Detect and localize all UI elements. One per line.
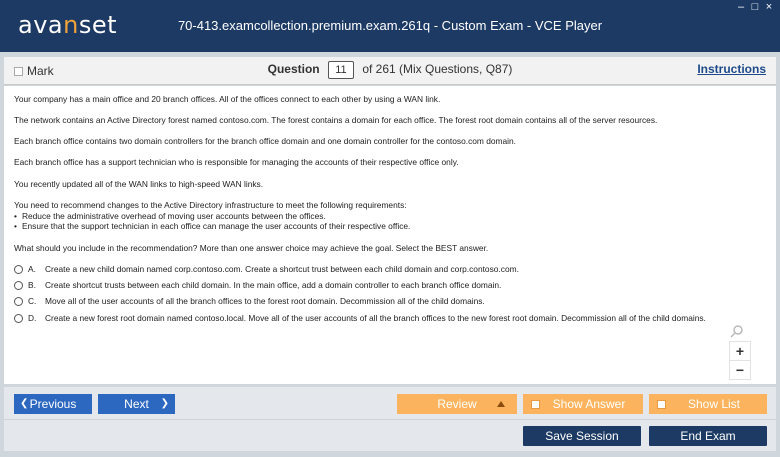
- question-paragraph: You need to recommend changes to the Active Directory infrastructure to meet the following requirements:: [14, 200, 407, 210]
- window-controls: [736, 2, 774, 12]
- answer-option-c[interactable]: [14, 296, 485, 306]
- radio-icon: [14, 314, 23, 323]
- chevron-right-icon: ❯: [160, 398, 169, 409]
- minimize-button[interactable]: –: [737, 1, 745, 13]
- footer-divider: [4, 419, 776, 420]
- requirement-bullet: [14, 221, 410, 231]
- answer-option-a[interactable]: [14, 264, 519, 274]
- review-button[interactable]: [397, 394, 517, 414]
- radio-icon: [14, 281, 23, 290]
- show-answer-button[interactable]: [523, 394, 643, 414]
- answer-letter: A.: [28, 264, 36, 274]
- save-session-button[interactable]: Save Session: [523, 426, 641, 446]
- question-label: Question: [267, 62, 320, 76]
- bullet-glyph: •: [14, 211, 17, 221]
- requirement-bullet: [14, 211, 326, 221]
- bullet-text: Ensure that the support technician in each office can manage the user accounts of their respective office.: [21, 221, 411, 231]
- bullet-glyph: •: [14, 221, 17, 231]
- question-navigator: [4, 61, 776, 79]
- question-header: [4, 57, 776, 85]
- magnifier-icon: [730, 324, 744, 338]
- question-paragraph: Each branch office has a support technician who is responsible for managing the accounts of their respective office only.: [14, 157, 459, 167]
- answer-option-d[interactable]: [14, 313, 706, 323]
- zoom-in-button[interactable]: +: [729, 341, 751, 361]
- show-answer-label: Show Answer: [552, 397, 626, 411]
- answer-text: Create a new forest root domain named contoso.local. Move all of the user accounts of all the branch offices to the new forest root domain. Decommission all of the child domains.: [45, 313, 706, 323]
- question-paragraph: You recently updated all of the WAN links to high-speed WAN links.: [14, 179, 264, 189]
- show-list-label: Show List: [687, 397, 741, 411]
- end-exam-button[interactable]: End Exam: [649, 426, 767, 446]
- question-count: of 261 (Mix Questions, Q87): [362, 62, 513, 76]
- footer-toolbar: [4, 387, 776, 451]
- answer-text: Create a new child domain named corp.contoso.com. Create a shortcut trust between each child domain and corp.contoso.com.: [45, 264, 519, 274]
- question-content: [4, 86, 776, 384]
- show-list-button[interactable]: [649, 394, 767, 414]
- question-paragraph: The network contains an Active Directory forest named contoso.com. The forest contains a domain for each office. The forest root domain contains all of the server resources.: [14, 115, 658, 125]
- question-number-input[interactable]: 11: [328, 61, 354, 79]
- review-label: Review: [437, 397, 477, 411]
- app-logo: avanset: [18, 11, 118, 39]
- answer-text: Create shortcut trusts between each child domain. In the main office, add a domain controller to each branch office domain.: [45, 280, 502, 290]
- question-paragraph: Your company has a main office and 20 branch offices. All of the offices connect to each other by using a WAN link.: [14, 94, 441, 104]
- chevron-left-icon: ❮: [20, 398, 29, 409]
- previous-button[interactable]: [14, 394, 92, 414]
- question-prompt: What should you include in the recommendation? More than one answer choice may achieve the goal. Select the BEST answer.: [14, 243, 489, 253]
- title-bar: [0, 0, 780, 52]
- bullet-text: Reduce the administrative overhead of moving user accounts between the offices.: [21, 211, 326, 221]
- next-label: Next: [124, 397, 149, 411]
- window-title: 70-413.examcollection.premium.exam.261q - Custom Exam - VCE Player: [177, 18, 603, 33]
- close-button[interactable]: ×: [765, 1, 773, 13]
- maximize-button[interactable]: □: [751, 1, 759, 13]
- checkbox-icon: [531, 400, 540, 409]
- checkbox-icon: [657, 400, 666, 409]
- answer-letter: B.: [28, 280, 36, 290]
- radio-icon: [14, 265, 23, 274]
- answer-letter: C.: [28, 296, 37, 306]
- answer-text: Move all of the user accounts of all the branch offices to the forest root domain. Decommission all of the child domains.: [45, 296, 485, 306]
- instructions-link[interactable]: Instructions: [697, 62, 766, 76]
- question-paragraph: Each branch office contains two domain controllers for the branch office domain and one domain controller for the contoso.com domain.: [14, 136, 517, 146]
- answer-option-b[interactable]: [14, 280, 501, 290]
- next-button[interactable]: [98, 394, 175, 414]
- triangle-up-icon: [497, 401, 505, 407]
- mark-label: Mark: [27, 64, 54, 78]
- answer-letter: D.: [28, 313, 37, 323]
- previous-label: Previous: [29, 397, 77, 411]
- radio-icon: [14, 297, 23, 306]
- zoom-out-button[interactable]: −: [729, 360, 751, 380]
